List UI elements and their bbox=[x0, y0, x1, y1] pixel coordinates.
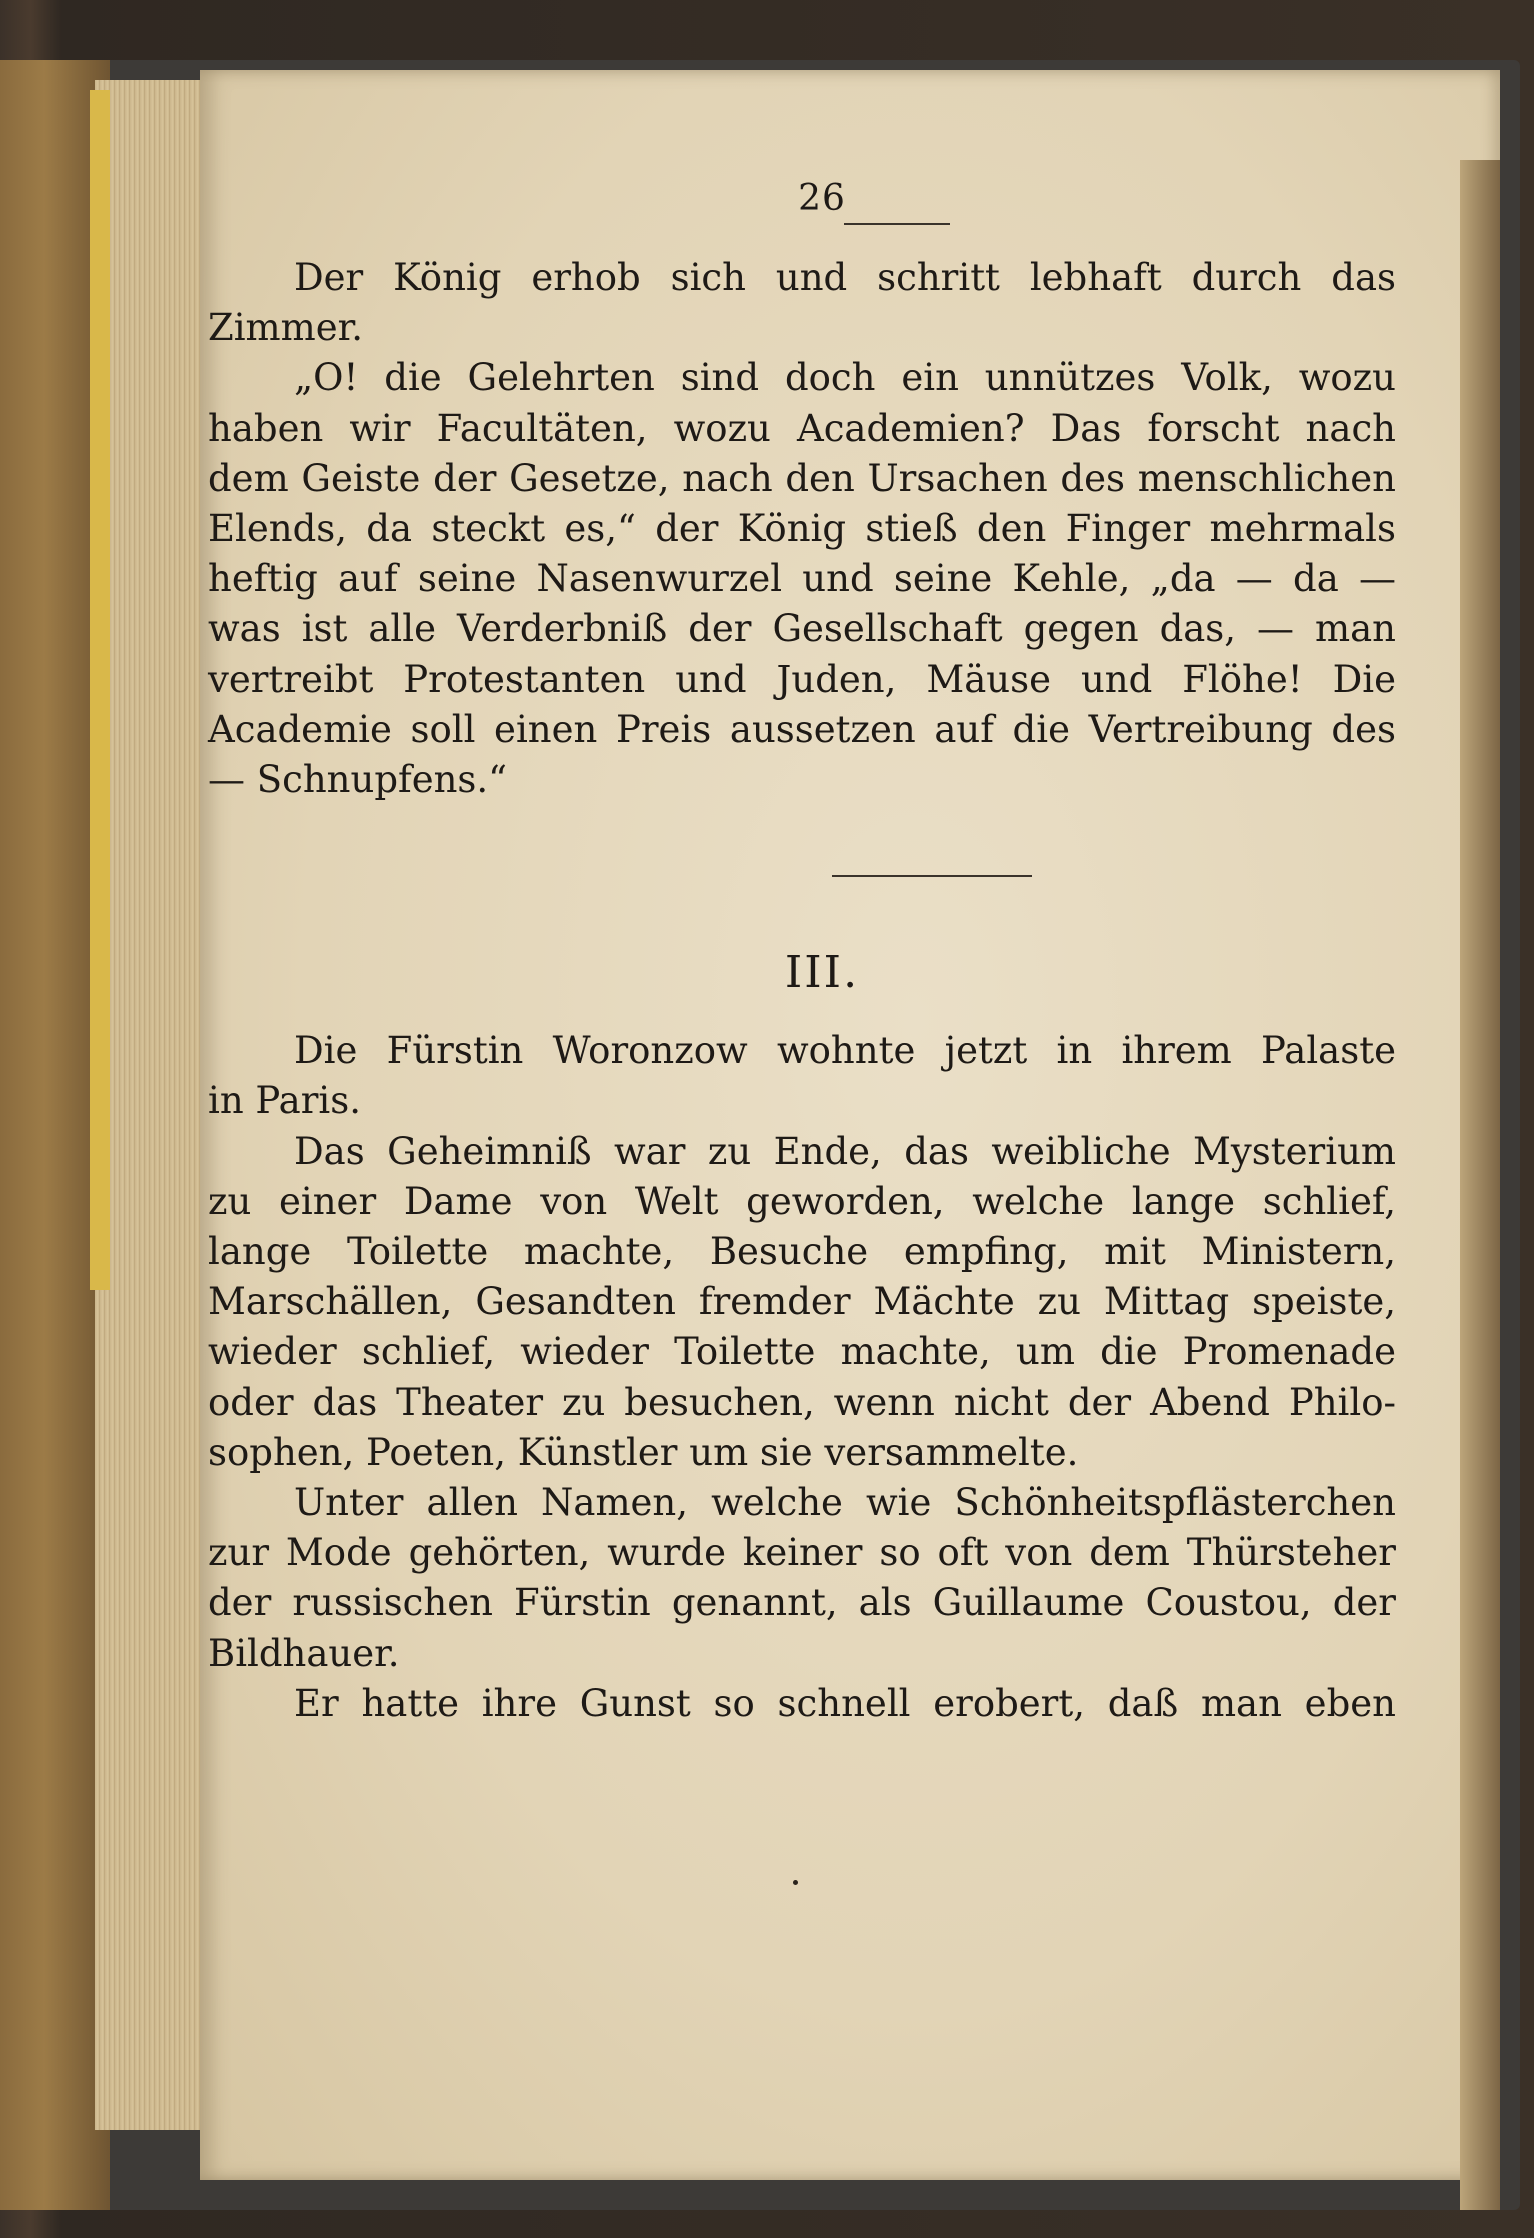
text-line: sophen, Poeten, Künstler um sie versammelte. bbox=[208, 1430, 1079, 1474]
text-line: Der König erhob sich und schritt lebhaft durch das bbox=[294, 256, 1396, 299]
text-line: Die Fürstin Woronzow wohnte jetzt in ihrem Palaste bbox=[294, 1029, 1396, 1073]
ink-speck bbox=[793, 1880, 798, 1885]
paragraph-6 bbox=[208, 1679, 1396, 1729]
text-line: wieder schlief, wieder Toilette machte, um die Promenade bbox=[208, 1330, 1396, 1374]
text-line: dem Geiste der Gesetze, nach den Ursachen des menschlichen bbox=[208, 456, 1396, 500]
text-line: was ist alle Verderbniß der Gesellschaft gegen das, — man bbox=[208, 607, 1396, 651]
text-line: Elends, da steckt es,“ der König stieß den Finger mehrmals bbox=[208, 507, 1396, 551]
text-line: lange Toilette machte, Besuche empfing, mit Ministern, bbox=[208, 1230, 1396, 1274]
text-line: Zimmer. bbox=[208, 306, 363, 350]
text-line: oder das Theater zu besuchen, wenn nicht der Abend Philo- bbox=[208, 1380, 1396, 1424]
section-separator bbox=[832, 875, 1032, 877]
text-line: haben wir Facultäten, wozu Academien? Das forscht nach bbox=[208, 406, 1396, 450]
text-line: in Paris. bbox=[208, 1079, 361, 1123]
text-line: Marschällen, Gesandten fremder Mächte zu Mittag speiste, bbox=[208, 1280, 1396, 1324]
paragraph-4 bbox=[208, 1127, 1396, 1478]
paragraph-3 bbox=[208, 1026, 1396, 1126]
page-right-edge bbox=[1460, 160, 1500, 2210]
text-line: Academie soll einen Preis aussetzen auf die Vertreibung des bbox=[208, 707, 1396, 751]
text-line: — Schnupfens.“ bbox=[208, 758, 508, 802]
page-stack bbox=[95, 80, 215, 2130]
text-line: vertreibt Protestanten und Juden, Mäuse und Flöhe! Die bbox=[208, 657, 1396, 701]
paragraph-5 bbox=[208, 1478, 1396, 1679]
text-line: der russischen Fürstin genannt, als Guillaume Coustou, der bbox=[208, 1581, 1396, 1625]
page-edge-strip bbox=[90, 90, 110, 1290]
text-line: Das Geheimniß war zu Ende, das weibliche Mysterium bbox=[294, 1129, 1396, 1173]
page-number-rule bbox=[844, 223, 950, 225]
text-line: zur Mode gehörten, wurde keiner so oft von dem Thürsteher bbox=[208, 1531, 1396, 1575]
text-line: Bildhauer. bbox=[208, 1631, 400, 1675]
text-line: „O! die Gelehrten sind doch ein unnützes Volk, wozu bbox=[294, 356, 1396, 400]
text-line: heftig auf seine Nasenwurzel und seine Kehle, „da — da — bbox=[208, 557, 1396, 601]
page-content bbox=[208, 178, 1396, 1729]
paragraph-1 bbox=[208, 253, 1396, 353]
text-line: Unter allen Namen, welche wie Schönheitspflästerchen bbox=[294, 1481, 1396, 1525]
text-line: Er hatte ihre Gunst so schnell erobert, daß man eben bbox=[294, 1681, 1396, 1725]
paragraph-2 bbox=[208, 353, 1396, 805]
text-line: zu einer Dame von Welt geworden, welche lange schlief, bbox=[208, 1179, 1396, 1223]
section-heading: III. bbox=[784, 947, 860, 999]
page-number: 26 bbox=[798, 178, 846, 219]
